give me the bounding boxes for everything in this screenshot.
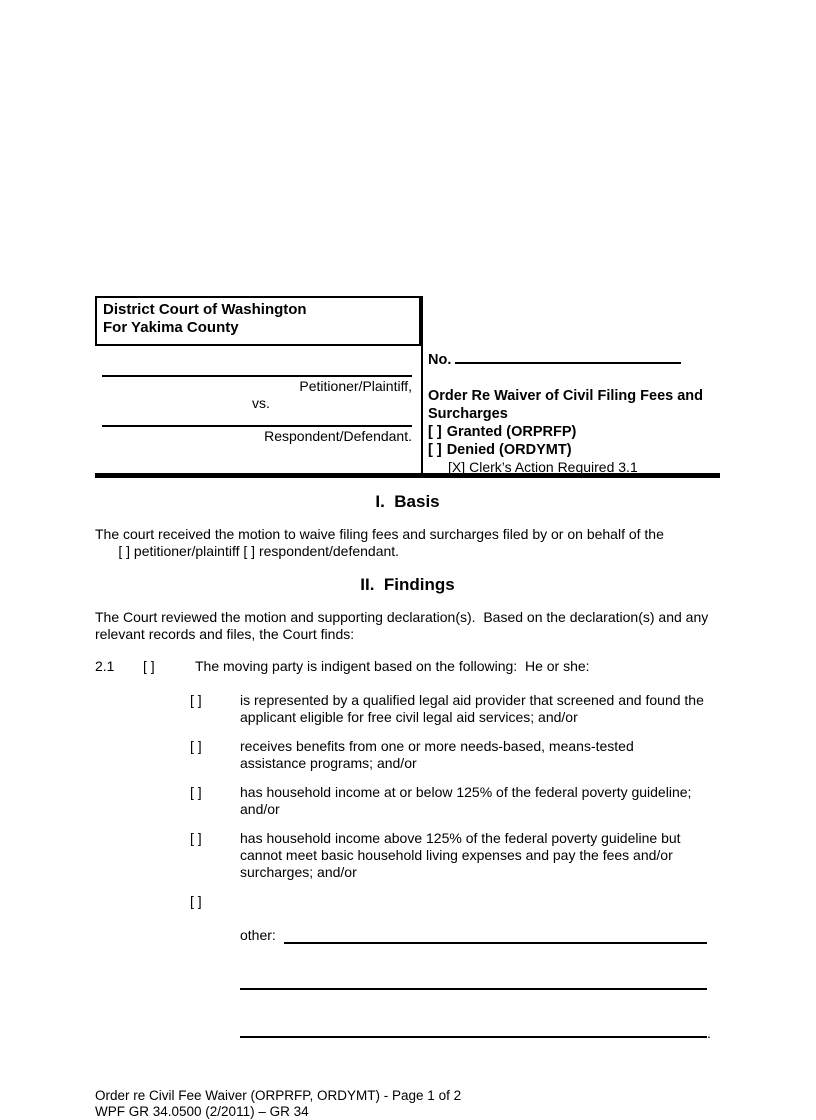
granted-row (428, 423, 720, 441)
subitem-text: has household income above 125% of the federal poverty guideline but cannot meet basic household living expenses and pay the fees and/or surcharges; and/or (240, 830, 685, 880)
end-period: . (707, 1025, 711, 1041)
case-number-line[interactable] (455, 351, 681, 364)
respondent-label: Respondent/Defendant. (264, 428, 412, 444)
subitem-text: is represented by a qualified legal aid provider that screened and found the applicant eligible for free civil legal aid services; and/or (240, 692, 708, 725)
above-125-checkbox[interactable]: [ ] (190, 830, 202, 846)
case-number-row (428, 351, 720, 368)
party-name-area (102, 346, 412, 445)
clerks-action-row (428, 459, 720, 476)
other-text-line-3[interactable] (240, 1024, 707, 1038)
item-text: The moving party is indigent based on the following: He or she: (195, 658, 590, 674)
respondent-name-line[interactable] (102, 412, 412, 427)
case-number-label: No. (428, 352, 452, 368)
indigent-checkbox[interactable]: [ ] (143, 658, 155, 674)
document-footer (95, 1088, 720, 1120)
caption-left-column (95, 296, 421, 473)
findings-intro: The Court reviewed the motion and supporting declaration(s). Based on the declaration(s) and any relevant records and files, the Court finds: (95, 609, 713, 642)
petitioner-option-checkbox[interactable]: [ ] (118, 543, 131, 559)
item-number: 2.1 (95, 658, 115, 674)
finding-item-2-1 (95, 658, 720, 675)
petitioner-label: Petitioner/Plaintiff, (299, 378, 412, 394)
section-heading-basis: I. Basis (375, 492, 440, 511)
benefits-checkbox[interactable]: [ ] (190, 738, 202, 754)
denied-row (428, 441, 720, 459)
footer-line2: WPF GR 34.0500 (2/2011) – GR 34 (95, 1104, 309, 1119)
subitem-text: receives benefits from one or more needs-based, means-tested assistance programs; and/or (240, 738, 638, 771)
petitioner-option-label: petitioner/plaintiff (133, 543, 240, 559)
subitem-other (190, 893, 720, 1072)
other-text-line-2[interactable] (240, 978, 707, 990)
other-area (240, 893, 718, 1072)
section-heading-findings: II. Findings (360, 575, 455, 594)
clerks-action-checkbox: [X] (448, 459, 466, 475)
other-checkbox[interactable]: [ ] (190, 893, 202, 909)
court-name-line2: For Yakima County (103, 319, 239, 336)
subitem-above-125 (190, 830, 720, 881)
court-name-line1: District Court of Washington (103, 301, 307, 318)
below-125-checkbox[interactable]: [ ] (190, 784, 202, 800)
other-label: other: (240, 927, 276, 943)
document-title: Order Re Waiver of Civil Filing Fees and Surcharges (428, 388, 704, 422)
respondent-option-checkbox[interactable]: [ ] (243, 543, 256, 559)
other-row (240, 927, 707, 944)
other-last-line-row (240, 1024, 718, 1041)
case-caption (95, 296, 720, 473)
petitioner-name-line[interactable] (102, 346, 412, 377)
caption-right-column (421, 296, 720, 473)
subitem-text: has household income at or below 125% of the federal poverty guideline; and/or (240, 784, 696, 817)
granted-checkbox[interactable]: [ ] (428, 424, 442, 440)
subitem-below-125 (190, 784, 720, 818)
granted-label: Granted (ORPRFP) (446, 424, 577, 440)
subitem-legal-aid (190, 692, 720, 726)
basis-paragraph (95, 526, 720, 560)
page-content (95, 296, 720, 1120)
other-text-line-1[interactable] (284, 927, 707, 944)
clerks-action-label: Clerk’s Action Required 3.1 (469, 459, 638, 475)
respondent-option-label: respondent/defendant. (258, 543, 400, 559)
court-name-box (95, 296, 421, 346)
basis-text: The court received the motion to waive filing fees and surcharges filed by or on behalf of the (95, 526, 664, 542)
footer-line1: Order re Civil Fee Waiver (ORPRFP, ORDYMT) - Page 1 of 2 (95, 1088, 462, 1103)
subitem-benefits (190, 738, 720, 772)
legal-aid-checkbox[interactable]: [ ] (190, 692, 202, 708)
vs-label: vs. (252, 395, 270, 411)
denied-label: Denied (ORDYMT) (446, 442, 572, 458)
denied-checkbox[interactable]: [ ] (428, 442, 442, 458)
